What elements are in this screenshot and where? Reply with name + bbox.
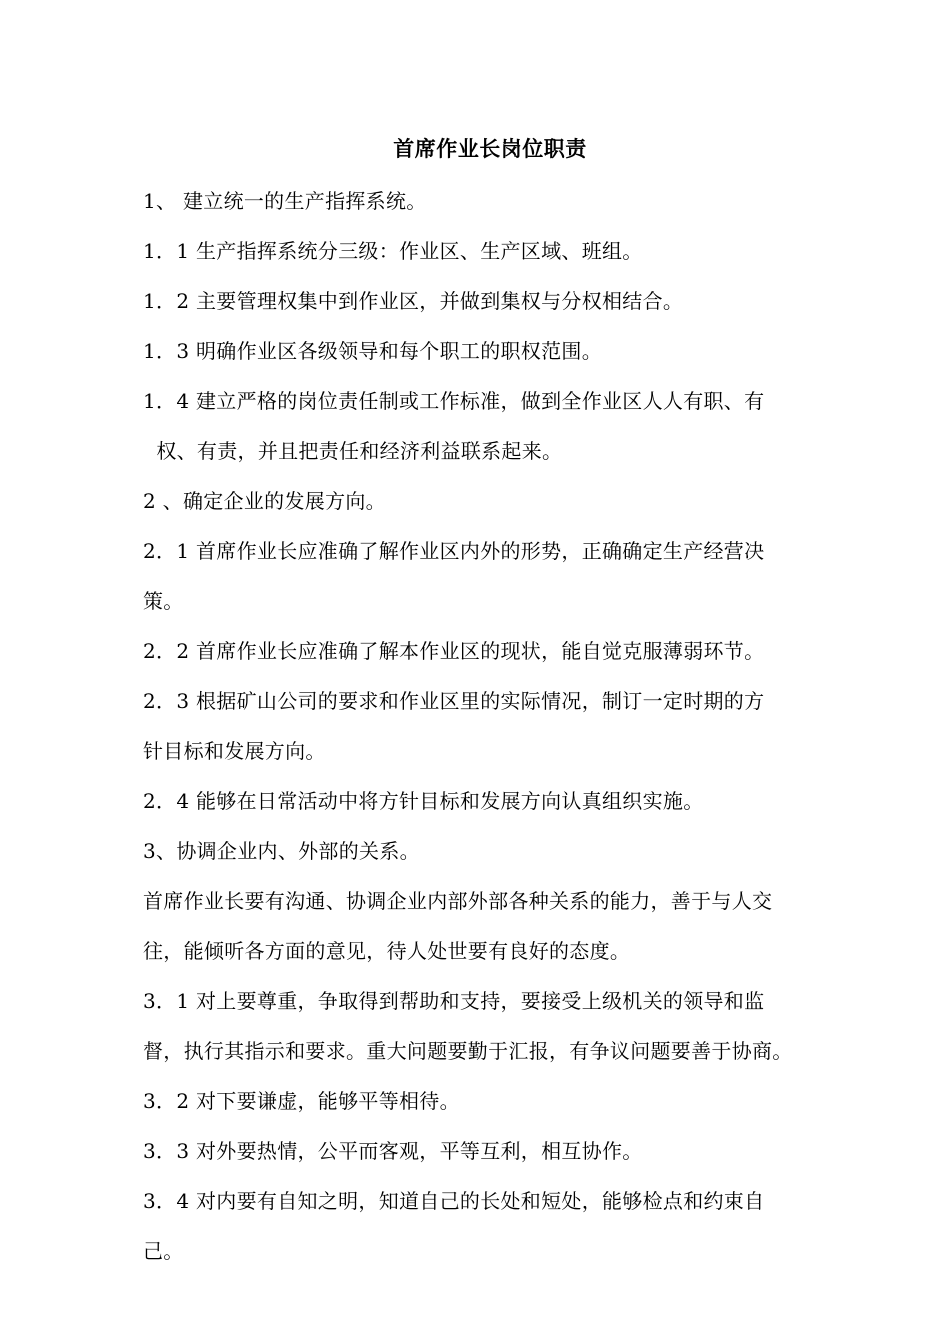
text-line: 2．1 首席作业长应准确了解作业区内外的形势，正确确定生产经营决	[143, 539, 765, 563]
text-line: 策。	[143, 589, 184, 613]
paragraph-2	[143, 476, 863, 526]
text-line: 2．3 根据矿山公司的要求和作业区里的实际情况，制订一定时期的方	[143, 689, 765, 713]
paragraph-2-3	[143, 676, 863, 776]
text-line: 2．4 能够在日常活动中将方针目标和发展方向认真组织实施。	[143, 789, 704, 813]
text-line: 3．1 对上要尊重，争取得到帮助和支持，要接受上级机关的领导和监	[143, 989, 765, 1013]
text-line: 2．2 首席作业长应准确了解本作业区的现状，能自觉克服薄弱环节。	[143, 639, 765, 663]
paragraph-1-3	[143, 326, 863, 376]
paragraph-1-1	[143, 226, 863, 276]
text-line: 2 、确定企业的发展方向。	[143, 489, 386, 513]
paragraph-3-2	[143, 1076, 863, 1126]
text-line: 3．4 对内要有自知之明，知道自己的长处和短处，能够检点和约束自	[143, 1189, 765, 1213]
text-line: 3．2 对下要谦虚，能够平等相待。	[143, 1089, 460, 1113]
paragraph-3	[143, 826, 863, 876]
document-body	[143, 176, 863, 1276]
paragraph-2-4	[143, 776, 863, 826]
paragraph-3-3	[143, 1126, 863, 1176]
text-line: 权、有责，并且把责任和经济利益联系起来。	[143, 439, 563, 463]
text-line: 针目标和发展方向。	[143, 739, 326, 763]
text-line: 1．1 生产指挥系统分三级：作业区、生产区域、班组。	[143, 239, 643, 263]
paragraph-3-intro	[143, 876, 863, 976]
text-line: 1．2 主要管理权集中到作业区，并做到集权与分权相结合。	[143, 289, 684, 313]
text-line: 督，执行其指示和要求。重大问题要勤于汇报，有争议问题要善于协商。	[143, 1039, 793, 1063]
text-line: 3．3 对外要热情，公平而客观，平等互利，相互协作。	[143, 1139, 643, 1163]
text-line: 首席作业长要有沟通、协调企业内部外部各种关系的能力，善于与人交	[143, 889, 773, 913]
paragraph-2-2	[143, 626, 863, 676]
paragraph-1-4	[143, 376, 863, 476]
text-line: 1、 建立统一的生产指挥系统。	[143, 189, 427, 213]
paragraph-1-2	[143, 276, 863, 326]
paragraph-3-1	[143, 976, 863, 1076]
paragraph-3-4	[143, 1176, 863, 1276]
text-line: 1．3 明确作业区各级领导和每个职工的职权范围。	[143, 339, 603, 363]
paragraph-1	[143, 176, 863, 226]
text-line: 往，能倾听各方面的意见，待人处世要有良好的态度。	[143, 939, 631, 963]
document-title: 首席作业长岗位职责	[393, 136, 587, 161]
text-line: 己。	[143, 1239, 184, 1263]
text-line: 3、协调企业内、外部的关系。	[143, 839, 420, 863]
text-line: 1．4 建立严格的岗位责任制或工作标准，做到全作业区人人有职、有	[143, 389, 765, 413]
paragraph-2-1	[143, 526, 863, 626]
